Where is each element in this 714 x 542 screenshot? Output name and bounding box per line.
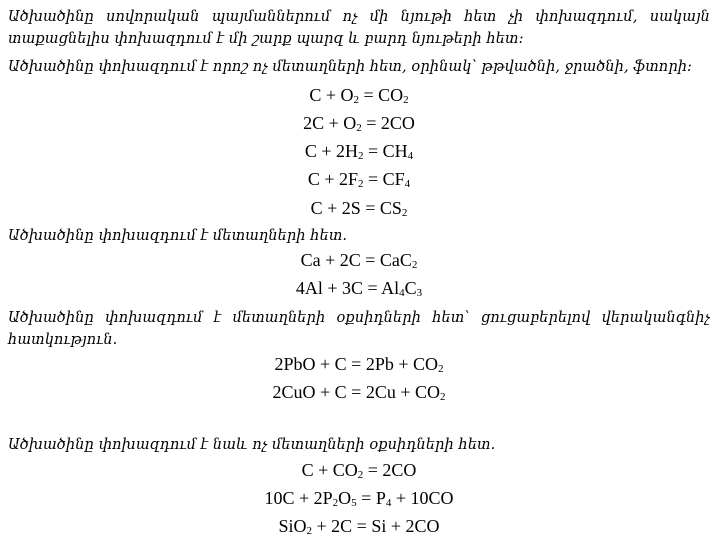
equation-9: $2CuO + C = 2Cu + CO_2$: [272, 382, 446, 403]
equation-4: $C + 2F_2 = CF_4$: [307, 169, 411, 190]
equation-7: $4Al + 3C = Al_4C_3$: [295, 278, 423, 299]
paragraph-nonmetal-oxides: Ածխածինը փոխազդում է նաև ոչ մետաղների օքսիդների հետ.: [8, 437, 496, 453]
paragraph-metal-oxides-line-2: հատկություն.: [8, 332, 118, 348]
equation-1: $C + O_2 = CO_2$: [309, 85, 409, 106]
equation-8: $2PbO + C = 2Pb + CO_2$: [274, 354, 444, 375]
equation-10: $C + CO_2 = 2CO$: [301, 460, 417, 481]
equation-5: $C + 2S = CS_2$: [310, 198, 408, 219]
equation-3: $C + 2H_2 = CH_4$: [304, 141, 414, 162]
equation-12: SiO$_2$ + 2C = Si + 2CO: [278, 516, 440, 537]
paragraph-nonmetals: Ածխածինը փոխազդում է որոշ ոչ մետաղների հետ, օրինակ՝ թթվածնի, ջրածնի, ֆտորի:: [8, 59, 693, 75]
paragraph-intro-line-2: տաքացնելիս փոխազդում է մի շարք պարզ և բարդ նյութերի հետ:: [8, 31, 524, 47]
paragraph-metal-oxides-line-1: Ածխածինը փոխազդում է մետաղների օքսիդների հետ՝ ցուցաբերելով վերականգնիչ: [8, 310, 710, 326]
equation-6: Ca + 2C = CaC$_2$: [300, 250, 418, 271]
paragraph-intro-line-1: Ածխածինը սովորական պայմաններում ոչ մի նյութի հետ չի փոխազդում, սակայն: [8, 9, 710, 25]
paragraph-metal-oxides: [8, 307, 710, 351]
paragraph-intro: [8, 6, 710, 50]
paragraph-metals: Ածխածինը փոխազդում է մետաղների հետ.: [8, 228, 348, 244]
document-page: [8, 0, 710, 542]
equation-2: $2C + O_2 = 2CO$: [303, 113, 415, 134]
equation-11: $10C + 2P_2O_5 = P_4 + 10CO$: [264, 488, 454, 509]
